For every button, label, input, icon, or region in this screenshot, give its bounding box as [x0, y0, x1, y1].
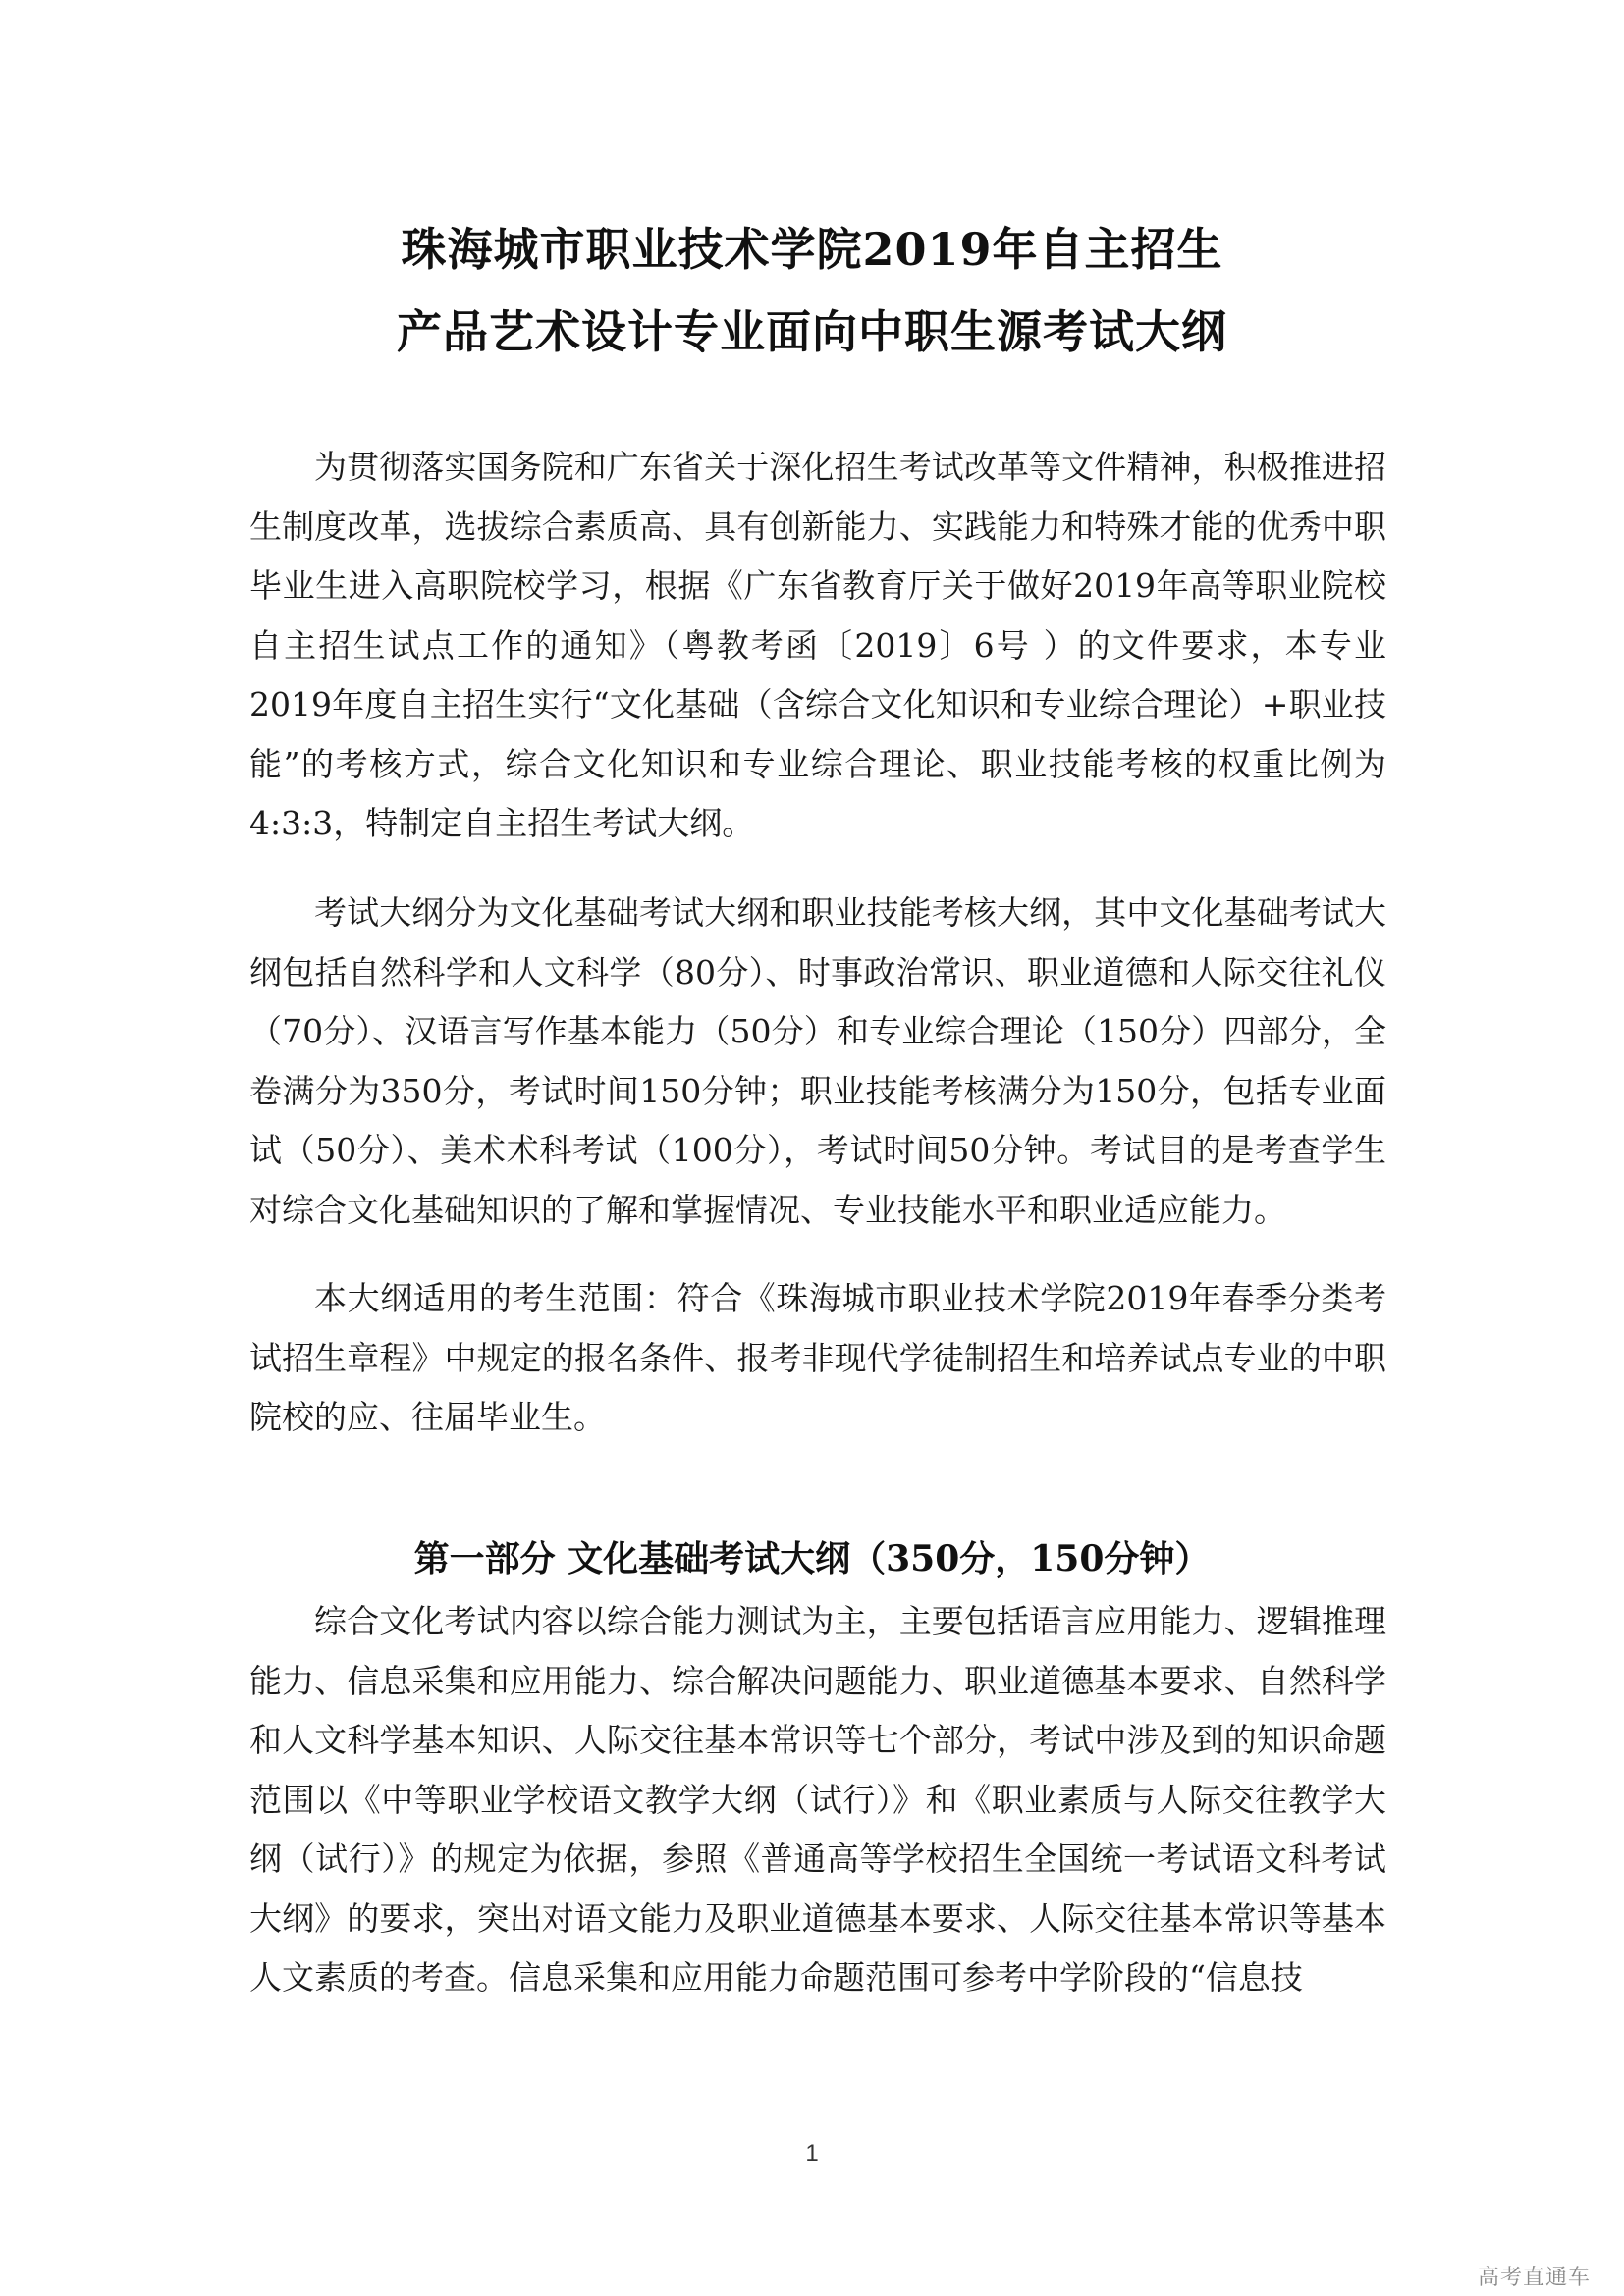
exam-content-paragraph: 综合文化考试内容以综合能力测试为主，主要包括语言应用能力、逻辑推理能力、信息采集和应用能力、综合解决问题能力、职业道德基本要求、自然科学和人文科学基本知识、人际交往基本常识等七个部分，考试中涉及到的知识命题范围以《中等职业学校语文教学大纲（试行）》和《职业素质与人际交往教学大纲（试行）》的规定为依据，参照《普通高等学校招生全国统一考试语文科考试大纲》的要求，突出对语文能力及职业道德基本要求、人际交往基本常识等基本人文素质的考查。信息采集和应用能力命题范围可参考中学阶段的“信息技 — [249, 1602, 1386, 1997]
watermark-text: 高考直通车 — [1477, 2266, 1591, 2290]
document-title-line-1: 珠海城市职业技术学院2019年自主招生 — [401, 223, 1223, 276]
applicable-scope-paragraph: 本大纲适用的考生范围：符合《珠海城市职业技术学院2019年春季分类考试招生章程》中规定的报名条件、报考非现代学徒制招生和培养试点专业的中职院校的应、往届毕业生。 — [249, 1279, 1386, 1436]
outline-structure-paragraph: 考试大纲分为文化基础考试大纲和职业技能考核大纲，其中文化基础考试大纲包括自然科学和人文科学（80分）、时事政治常识、职业道德和人际交往礼仪（70分）、汉语言写作基本能力（50分）和专业综合理论（150分）四部分，全卷满分为350分，考试时间150分钟；职业技能考核满分为150分，包括专业面试（50分）、美术术科考试（100分），考试时间50分钟。考试目的是考查学生对综合文化基础知识的了解和掌握情况、专业技能水平和职业适应能力。 — [249, 893, 1386, 1229]
section-heading-part-1: 第一部分 文化基础考试大纲（350分，150分钟） — [413, 1538, 1211, 1579]
intro-paragraph: 为贯彻落实国务院和广东省关于深化招生考试改革等文件精神，积极推进招生制度改革，选拔综合素质高、具有创新能力、实践能力和特殊才能的优秀中职毕业生进入高职院校学习，根据《广东省教育厅关于做好2019年高等职业院校自主招生试点工作的通知》（粤教考函〔2019〕6号 ）的文件要求，本专业2019年度自主招生实行“文化基础（含综合文化知识和专业综合理论）+职业技能”的考核方式，综合文化知识和专业综合理论、职业技能考核的权重比例为4:3:3，特制定自主招生考试大纲。 — [249, 448, 1386, 842]
document-title-line-2: 产品艺术设计专业面向中职生源考试大纲 — [397, 305, 1227, 358]
page-number: 1 — [805, 2140, 819, 2166]
